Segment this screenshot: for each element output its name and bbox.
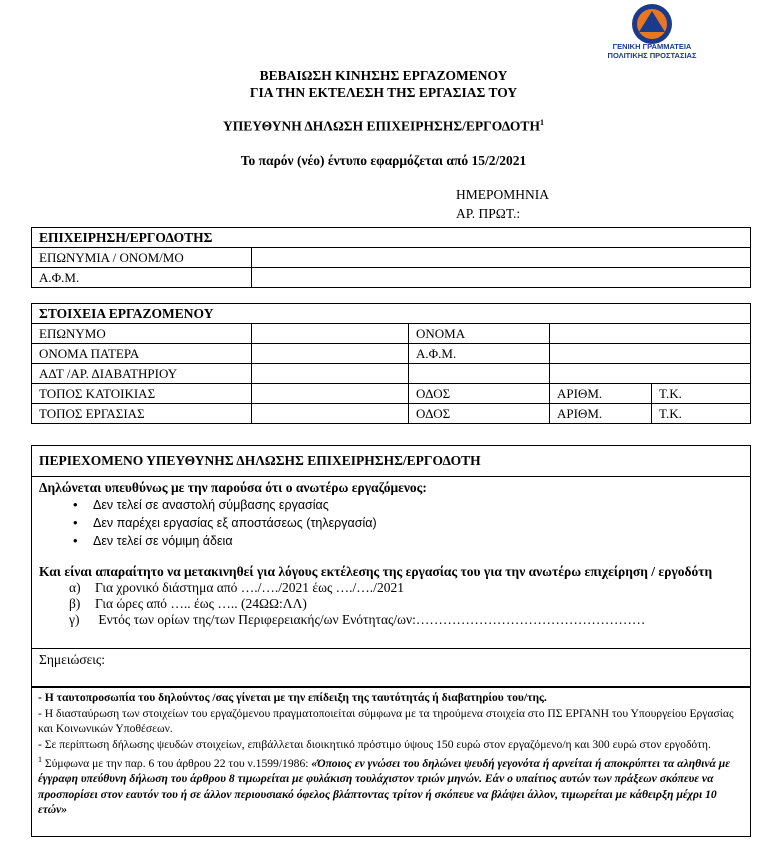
id-field[interactable] — [252, 364, 409, 384]
employer-name-field[interactable] — [252, 248, 751, 268]
footnote-identity: - Η ταυτοπροσωπία του δηλούντος /σας γίνεται με την επίδειξη της ταυτότητάς ή διαβατηρίου του/της. — [38, 691, 547, 704]
employee-afm-field[interactable] — [550, 344, 751, 364]
declaration-box — [31, 445, 751, 687]
work-street-label[interactable]: ΟΔΟΣ — [409, 404, 550, 424]
option-a[interactable] — [39, 580, 743, 596]
footnote-law-marker: 1 — [38, 755, 42, 764]
employee-heading: ΣΤΟΙΧΕΙΑ ΕΡΓΑΖΟΜΕΝΟΥ — [32, 304, 751, 324]
declaration-bullets — [39, 496, 743, 550]
footnote-marker: 1 — [539, 118, 544, 127]
option-a-text: Για χρονικό διάστημα από …./…./2021 έως …./…./2021 — [95, 580, 404, 595]
footnote-law-quote: «Όποιος εν γνώσει του δηλώνει ψευδή γεγονότα ή αρνείται ή αποκρύπτει τα αληθινά με έγγραφη υπεύθυνη δήλωση του άρθρου 8 τιμωρείται με φυλάκιση τουλάχιστον τριών μηνών. Εάν ο υπαίτιος αυτών των πράξεων σκόπευε να προσπορίσει στον εαυτόν του ή σε άλλον περιουσιακό όφελος βλάπτοντας τρίτον ή σκόπευε να βλάψει άλλον, τιμωρείται με κάθειρξη μέχρι 10 ετών» — [38, 756, 731, 817]
employer-name-label: ΕΠΩΝΥΜΙΑ / ΟΝΟΜ/ΜΟ — [32, 248, 252, 268]
employer-table — [31, 227, 751, 288]
effective-date-note: Το παρόν (νέο) έντυπο εφαρμόζεται από 15/2/2021 — [240, 153, 527, 168]
id-extra-field[interactable] — [409, 364, 550, 384]
notes-field[interactable]: Σημειώσεις: — [39, 652, 106, 667]
title-line2: ΓΙΑ ΤΗΝ ΕΚΤΕΛΕΣΗ ΤΗΣ ΕΡΓΑΣΙΑΣ ΤΟΥ — [249, 85, 518, 100]
father-name-label: ΟΝΟΜΑ ΠΑΤΕΡΑ — [32, 344, 252, 364]
footnote-law-intro: Σύμφωνα με την παρ. 6 του άρθρου 22 του ν.1599/1986: — [42, 756, 312, 770]
residence-zip-label[interactable]: Τ.Κ. — [652, 384, 751, 404]
declaration-intro: Δηλώνεται υπευθύνως με την παρούσα ότι ο ανωτέρω εργαζόμενος: — [39, 480, 427, 495]
bullet-item: • Δεν τελεί σε αναστολή σύμβασης εργασίας — [73, 496, 743, 514]
footnote-penalty: - Σε περίπτωση δήλωσης ψευδών στοιχείων, επιβάλλεται διοικητικό πρόστιμο ύψους 150 ευρώ στον εργαζόμενο/η και 300 ευρώ στον εργοδότη. — [38, 737, 711, 751]
option-c[interactable] — [39, 612, 743, 628]
father-name-field[interactable] — [252, 344, 409, 364]
surname-label: ΕΠΩΝΥΜΟ — [32, 324, 252, 344]
id-label: ΑΔΤ /ΑΡ. ΔΙΑΒΑΤΗΡΙΟΥ — [32, 364, 252, 384]
employer-heading: ΕΠΙΧΕΙΡΗΣΗ/ΕΡΓΟΔΟΤΗΣ — [32, 228, 751, 248]
option-c-key: γ) — [69, 612, 80, 627]
logo-caption-line2: ΠΟΛΙΤΙΚΗΣ ΠΡΟΣΤΑΣΙΑΣ — [607, 51, 697, 60]
declaration-body — [32, 477, 750, 649]
employer-afm-field[interactable] — [252, 268, 751, 288]
subtitle-text: ΥΠΕΥΘΥΝΗ ΔΗΛΩΣΗ ΕΠΙΧΕΙΡΗΣΗΣ/ΕΡΓΟΔΟΤΗ — [223, 118, 540, 134]
logo-caption-line1: ΓΕΝΙΚΗ ΓΡΑΜΜΑΤΕΙΑ — [612, 42, 692, 51]
work-place-label: ΤΟΠΟΣ ΕΡΓΑΣΙΑΣ — [32, 404, 252, 424]
option-a-key: α) — [69, 580, 81, 595]
date-label: ΗΜΕΡΟΜΗΝΙΑ — [456, 187, 550, 202]
logo-caption — [592, 42, 712, 60]
employer-afm-label: Α.Φ.Μ. — [32, 268, 252, 288]
employee-table — [31, 303, 751, 424]
residence-label: ΤΟΠΟΣ ΚΑΤΟΙΚΙΑΣ — [32, 384, 252, 404]
id-extra-field-2[interactable] — [550, 364, 751, 384]
protocol-label: ΑΡ. ΠΡΩΤ.: — [456, 206, 521, 221]
residence-field[interactable] — [252, 384, 409, 404]
footnote-law — [38, 752, 744, 818]
subtitle — [0, 118, 767, 135]
option-c-text: Εντός των ορίων της/των Περιφερειακής/ων Ενότητας/ων:…………………………………………… — [95, 612, 646, 627]
work-place-field[interactable] — [252, 404, 409, 424]
option-b-key: β) — [69, 596, 81, 611]
bullet-item: • Δεν τελεί σε νόμιμη άδεια — [73, 532, 743, 550]
residence-street-label[interactable]: ΟΔΟΣ — [409, 384, 550, 404]
title-line1: ΒΕΒΑΙΩΣΗ ΚΙΝΗΣΗΣ ΕΡΓΑΖΟΜΕΝΟΥ — [259, 68, 508, 83]
option-b-text: Για ώρες από ….. έως ….. (24ΩΩ:ΛΛ) — [95, 596, 307, 611]
residence-number-label[interactable]: ΑΡΙΘΜ. — [550, 384, 652, 404]
work-zip-label[interactable]: Τ.Κ. — [652, 404, 751, 424]
declaration-heading: ΠΕΡΙΕΧΟΜΕΝΟ ΥΠΕΥΘΥΝΗΣ ΔΗΛΩΣΗΣ ΕΠΙΧΕΙΡΗΣΗΣ/ΕΡΓΟΔΟΤΗ — [32, 446, 750, 477]
employee-afm-label: Α.Φ.Μ. — [409, 344, 550, 364]
necessity-statement: Και είναι απαραίτητο να μετακινηθεί για λόγους εκτέλεσης της εργασίας του για την ανωτέρω επιχείρηση / εργοδότη — [39, 564, 713, 579]
bullet-item: • Δεν παρέχει εργασίας εξ αποστάσεως (τηλεργασία) — [73, 514, 743, 532]
option-b[interactable] — [39, 596, 743, 612]
name-field[interactable] — [550, 324, 751, 344]
footnotes-box — [31, 687, 751, 837]
footnote-ergani: - Η διασταύρωση των στοιχείων του εργαζόμενου πραγματοποιείται σύμφωνα με τα τηρούμενα στοιχεία στο ΠΣ ΕΡΓΑΝΗ του Υπουργείου Εργασίας και Κοινωνικών Υποθέσεων. — [38, 706, 734, 735]
surname-field[interactable] — [252, 324, 409, 344]
name-label: ΟΝΟΜΑ — [409, 324, 550, 344]
work-number-label[interactable]: ΑΡΙΘΜ. — [550, 404, 652, 424]
